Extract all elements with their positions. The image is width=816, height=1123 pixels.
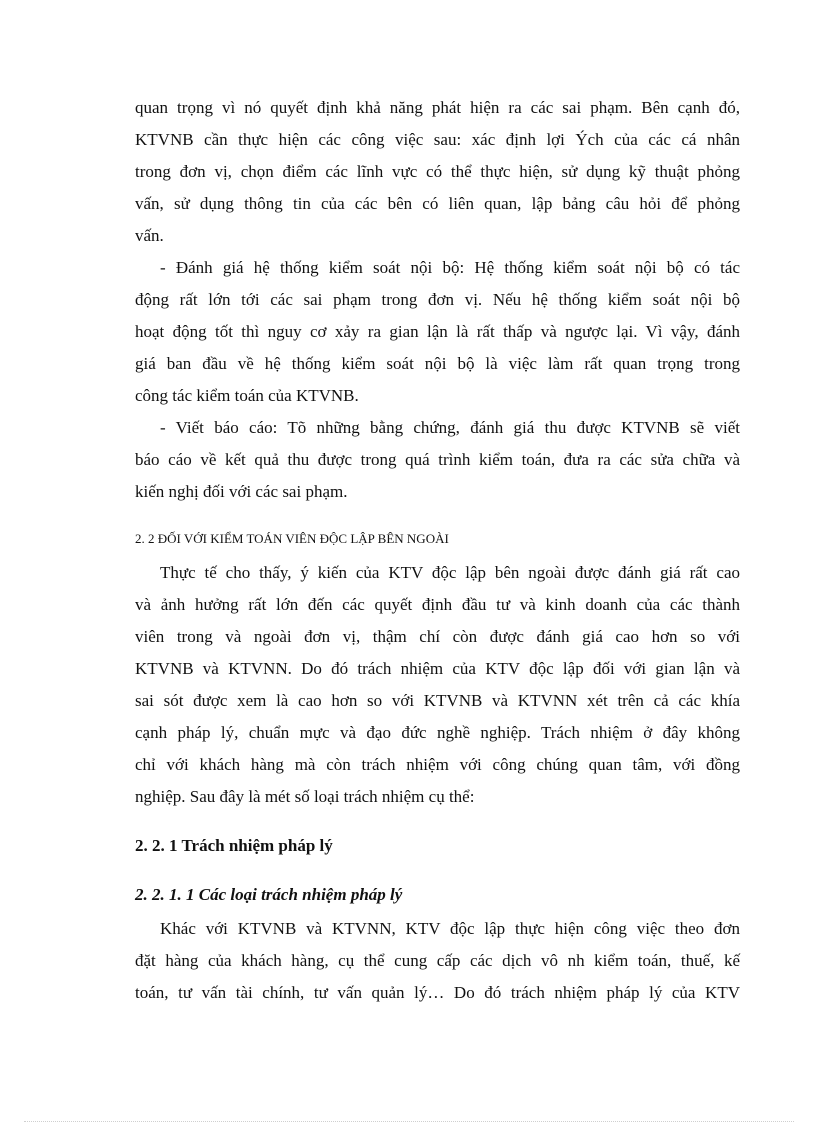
paragraph-line: - Đánh giá hệ thống kiểm soát nội bộ: Hệ thống kiểm soát nội bộ có tác — [160, 258, 740, 277]
paragraph-line: - Viết báo cáo: Tõ những bằng chứng, đánh giá thu được KTVNB sẽ viết — [160, 418, 740, 437]
paragraph-line: và ảnh hưởng rất lớn đến các quyết định đầu tư và kinh doanh của các thành — [135, 595, 740, 614]
paragraph-line: đặt hàng của khách hàng, cụ thể cung cấp các dịch vô nh kiểm toán, thuế, kế — [135, 951, 740, 970]
subsubsection-heading: 2. 2. 1. 1 Các loại trách nhiệm pháp lý — [135, 885, 403, 904]
paragraph-line: toán, tư vấn tài chính, tư vấn quản lý… Do đó trách nhiệm pháp lý của KTV — [135, 983, 740, 1002]
paragraph-line: KTVNB cần thực hiện các công việc sau: xác định lợi Ých của các cá nhân — [135, 130, 740, 149]
paragraph-line: chỉ với khách hàng mà còn trách nhiệm với công chúng quan tâm, với đồng — [135, 755, 740, 774]
paragraph-line: viên trong và ngoài đơn vị, thậm chí còn được đánh giá cao hơn so với — [135, 627, 740, 646]
paragraph-line: vấn. — [135, 226, 164, 245]
paragraph-line: KTVNB và KTVNN. Do đó trách nhiệm của KTV độc lập đối với gian lận và — [135, 659, 740, 678]
paragraph-line: Thực tế cho thấy, ý kiến của KTV độc lập bên ngoài được đánh giá rất cao — [160, 563, 740, 582]
paragraph-line: kiến nghị đối với các sai phạm. — [135, 482, 348, 501]
paragraph-line: sai sót được xem là cao hơn so với KTVNB và KTVNN xét trên cả các khía — [135, 691, 740, 710]
page-bottom-rule — [24, 1121, 794, 1122]
section-heading: 2. 2 ĐỐI VỚI KIỂM TOÁN VIÊN ĐỘC LẬP BÊN NGOÀI — [135, 531, 449, 546]
paragraph-line: trong đơn vị, chọn điểm các lĩnh vực có thể thực hiện, sử dụng kỹ thuật phỏng — [135, 162, 740, 181]
paragraph-line: quan trọng vì nó quyết định khả năng phát hiện ra các sai phạm. Bên cạnh đó, — [135, 98, 740, 117]
paragraph-line: công tác kiểm toán của KTVNB. — [135, 386, 359, 405]
paragraph-line: vấn, sử dụng thông tin của các bên có liên quan, lập bảng câu hỏi để phỏng — [135, 194, 740, 213]
paragraph-line: hoạt động tốt thì nguy cơ xảy ra gian lận là rất thấp và ngược lại. Vì vậy, đánh — [135, 322, 740, 341]
paragraph-line: báo cáo về kết quả thu được trong quá trình kiểm toán, đưa ra các sửa chữa và — [135, 450, 740, 469]
subsection-heading: 2. 2. 1 Trách nhiệm pháp lý — [135, 836, 333, 855]
paragraph-line: giá ban đầu về hệ thống kiểm soát nội bộ là việc làm rất quan trọng trong — [135, 354, 740, 373]
paragraph-line: nghiệp. Sau đây là mét số loại trách nhiệm cụ thể: — [135, 787, 475, 806]
paragraph-line: cạnh pháp lý, chuẩn mực và đạo đức nghề nghiệp. Trách nhiệm ở đây không — [135, 723, 740, 742]
paragraph-line: Khác với KTVNB và KTVNN, KTV độc lập thực hiện công việc theo đơn — [160, 919, 740, 938]
paragraph-line: động rất lớn tới các sai phạm trong đơn vị. Nếu hệ thống kiểm soát nội bộ — [135, 290, 740, 309]
